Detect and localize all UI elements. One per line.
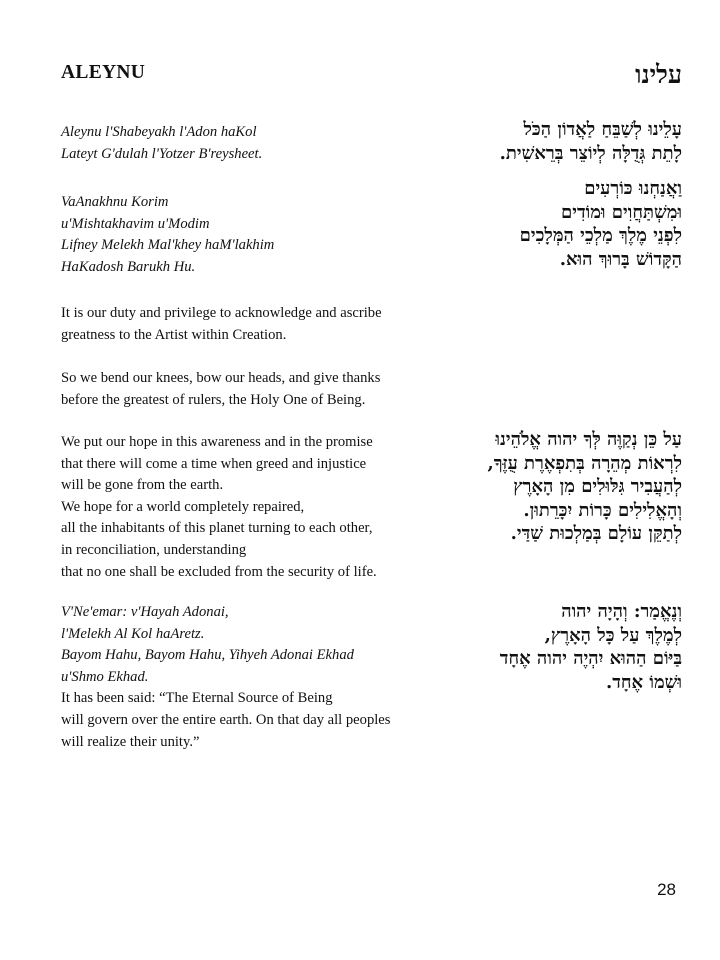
text-line: all the inhabitants of this planet turning to each other,: [61, 520, 373, 537]
text-line: Lateyt G'dulah l'Yotzer B'reysheet.: [61, 145, 263, 162]
hebrew-line: לְמֶלֶךְ עַל כָּל הָאָרֶץ,: [544, 624, 682, 646]
text-line: will govern over the entire earth. On that day all peoples: [61, 711, 391, 728]
text-line: greatness to the Artist within Creation.: [61, 326, 287, 343]
hebrew-block-1: [422, 118, 682, 165]
text-line: will realize their unity.”: [61, 733, 200, 750]
text-line: V'Ne'emar: v'Hayah Adonai,: [61, 604, 229, 620]
text-line: will be gone from the earth.: [61, 477, 224, 494]
text-line: u'Shmo Ekhad.: [61, 668, 149, 685]
hebrew-line: הַקָּדוֹשׁ בָּרוּךְ הוּא.: [559, 248, 682, 270]
text-line: We hope for a world completely repaired,: [61, 498, 305, 515]
title-hebrew: עלינו: [635, 60, 682, 89]
hebrew-line: בַּיּוֹם הַהוּא יִהְיֶה יהוה אֶחָד: [499, 648, 682, 670]
transliteration-block-2: [61, 192, 433, 278]
hebrew-line: לִרְאוֹת מְהֵרָה בְּתִפְאֶרֶת עֻזֶּךָ,: [487, 452, 682, 474]
hebrew-line: לָתֵת גְּדֻלָּה לְיוֹצֵר בְּרֵאשִׁית.: [499, 142, 682, 164]
text-line: that no one shall be excluded from the security of life.: [61, 563, 377, 580]
hebrew-block-2: [422, 177, 682, 271]
transliteration-block-1: [61, 122, 433, 165]
hebrew-line: וַאֲנַחְנוּ כּוֹרְעִים: [584, 178, 682, 199]
transliteration-block-3: [61, 602, 433, 753]
text-line: u'Mishtakhavim u'Modim: [61, 215, 210, 232]
hebrew-line: עָלֵינוּ לְשַׁבֵּחַ לַאֲדוֹן הַכֹּל: [523, 119, 682, 140]
text-line: that there will come a time when greed and injustice: [61, 455, 367, 472]
text-line: Aleynu l'Shabeyakh l'Adon haKol: [61, 124, 257, 140]
text-line: HaKadosh Barukh Hu.: [61, 258, 196, 275]
text-line: Lifney Melekh Mal'khey haM'lakhim: [61, 237, 275, 254]
hebrew-block-3: [422, 428, 682, 546]
hebrew-line: לִפְנֵי מֶלֶךְ מַלְכֵי הַמְּלָכִים: [519, 225, 682, 247]
hebrew-line: לְהַעֲבִיר גִּלּוּלִים מִן הָאָרֶץ: [513, 476, 682, 498]
text-line: in reconciliation, understanding: [61, 541, 247, 558]
english-block-1: [61, 303, 433, 346]
english-block-2: [61, 368, 433, 411]
text-line: It is our duty and privilege to acknowledge and ascribe: [61, 305, 382, 321]
hebrew-block-4: [422, 600, 682, 694]
text-line: VaAnakhnu Korim: [61, 194, 169, 210]
text-line: Bayom Hahu, Bayom Hahu, Yihyeh Adonai Ekhad: [61, 647, 354, 664]
text-line: l'Melekh Al Kol haAretz.: [61, 625, 205, 642]
page-number: 28: [657, 880, 676, 899]
text-line: We put our hope in this awareness and in the promise: [61, 434, 373, 450]
hebrew-line: עַל כֵּן נְקַוֶּה לְּךָ יהוה אֱלֹהֵינוּ: [495, 429, 682, 450]
english-block-3: [61, 432, 433, 583]
hebrew-line: לְתַקֵּן עוֹלָם בְּמַלְכוּת שַׁדַּי.: [510, 523, 682, 545]
hebrew-line: וְהָאֱלִילִים כָּרוֹת יִכָּרֵתוּן.: [523, 499, 682, 521]
text-line: before the greatest of rulers, the Holy One of Being.: [61, 391, 366, 408]
text-line: It has been said: “The Eternal Source of Being: [61, 690, 333, 707]
hebrew-line: וּשְׁמוֹ אֶחָד.: [605, 671, 682, 693]
hebrew-line: וְנֶאֱמַר: וְהָיָה יהוה: [561, 601, 682, 622]
text-line: So we bend our knees, bow our heads, and give thanks: [61, 370, 381, 386]
title-english: ALEYNU: [61, 62, 146, 83]
hebrew-line: וּמִשְׁתַּחֲוִים וּמוֹדִים: [561, 201, 682, 223]
